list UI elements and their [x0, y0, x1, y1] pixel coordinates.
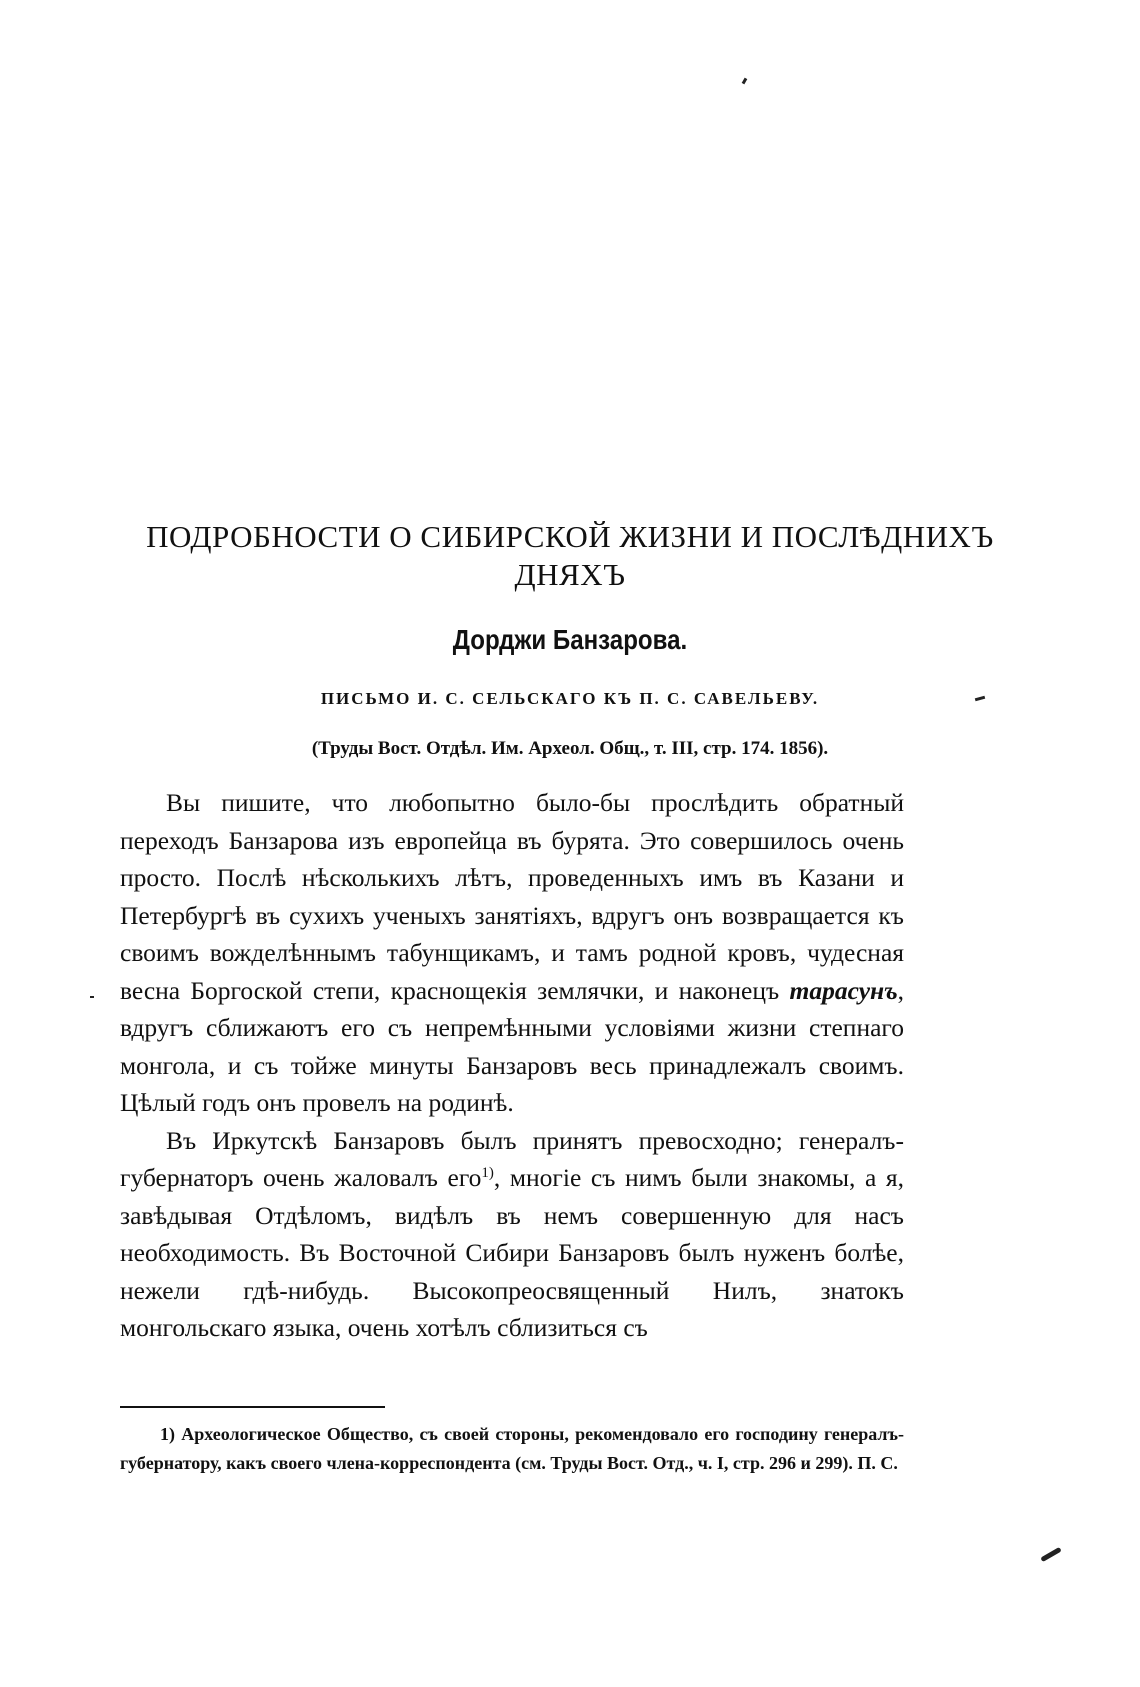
italic-term: тарасунъ [789, 975, 898, 1005]
print-speck [1040, 1547, 1062, 1562]
print-speck [742, 78, 748, 85]
source-citation: (Труды Вост. Отдѣл. Им. Археол. Общ., т. III, стр. 174. 1856). [311, 738, 829, 759]
print-speck [90, 996, 94, 998]
body-text [120, 784, 904, 1347]
paragraph-2 [120, 1122, 904, 1347]
paragraph-1 [120, 784, 904, 1122]
footnote: 1) Археологическое Общество, съ своей стороны, рекомендовало его господину генералъ-губернатору, какъ своего члена-корреспондента (см. Труды Вост. Отд., ч. I, стр. 296 и 299). П. С. [120, 1424, 904, 1473]
article-subtitle: Дорджи Банзарова. [452, 624, 688, 655]
paragraph-text: Вы пишите, что любопытно было-бы прослѣдить обратный переходъ Банзарова изъ европейца въ бурята. Это совершилось очень просто. Послѣ нѣсколькихъ лѣтъ, проведенныхъ имъ въ Казани и Петербургѣ въ сухихъ ученыхъ занятіяхъ, вдругъ онъ возвращается къ своимъ вожделѣннымъ табунщикамъ, и тамъ родной кровъ, чудесная весна Боргоской степи, краснощекія землячки, и наконецъ [120, 788, 904, 1005]
article-title: ПОДРОБНОСТИ О СИБИРСКОЙ ЖИЗНИ И ПОСЛѢДНИХЪ ДНЯХЪ [146, 519, 994, 592]
footnote-mark: 1) [481, 1165, 494, 1181]
paragraph-text: , вдругъ сближаютъ его съ непремѣнными условіями жизни степнаго монгола, и съ тойже минуты Банзаровъ весь принадлежалъ своимъ. Цѣлый годъ онъ провелъ на родинѣ. [120, 975, 904, 1117]
paragraph-text: Въ Иркутскѣ Банзаровъ былъ принятъ превосходно; генералъ-губернаторъ очень жаловалъ его [120, 1125, 904, 1192]
footnote-divider [120, 1406, 385, 1408]
paragraph-text: , многіе съ нимъ были знакомы, а я, завѣдывая Отдѣломъ, видѣлъ въ немъ совершенную для насъ необходимость. Въ Восточной Сибири Банзаровъ былъ нуженъ болѣе, нежели гдѣ-нибудь. Высокопреосвященный Нилъ, знатокъ монгольскаго языка, очень хотѣлъ сблизиться съ [120, 1163, 904, 1342]
letter-heading: ПИСЬМО И. С. СЕЛЬСКАГО КЪ П. С. САВЕЛЬЕВУ. [320, 689, 820, 708]
